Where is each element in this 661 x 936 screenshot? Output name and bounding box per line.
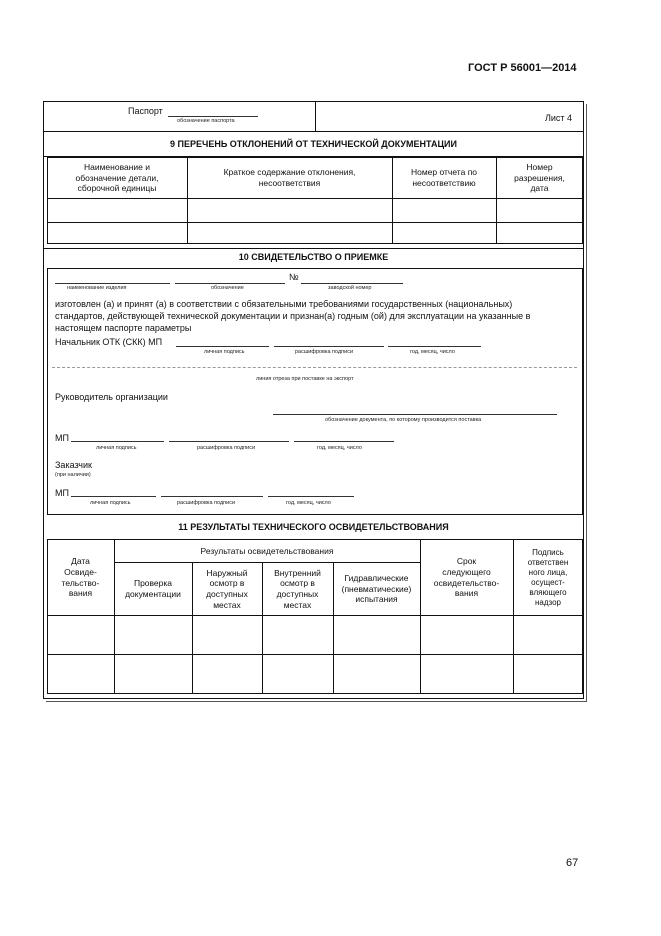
caption-signature: личная подпись: [90, 500, 131, 506]
otk-label: Начальник ОТК (СКК) МП: [55, 337, 163, 347]
customer-note: (при наличии): [55, 472, 91, 478]
caption-signature: личная подпись: [96, 445, 137, 451]
head-signature-line: [71, 441, 164, 442]
column-header-signature: Подпись ответствен ного лица, осущест- вляющего надзор: [527, 547, 569, 607]
section10-title: 10 СВИДЕТЕЛЬСТВО О ПРИЕМКЕ: [238, 252, 389, 262]
head-decoding-line: [169, 441, 289, 442]
document-designation-line: [273, 414, 557, 415]
table-row-divider: [47, 198, 583, 199]
caption-decoding: расшифровка подписи: [177, 500, 236, 506]
customer-label: Заказчик: [55, 460, 92, 470]
caption-designation: обозначение: [211, 285, 244, 291]
caption-date: год, месяц, число: [286, 500, 331, 506]
passport-line: [168, 116, 258, 117]
head-of-organization-label: Руководитель организации: [55, 392, 168, 402]
passport-label: Паспорт: [128, 106, 163, 116]
page-number: 67: [566, 857, 579, 869]
column-header-deviation: Краткое содержание отклонения, несоответствия: [223, 167, 356, 188]
table-row-divider: [47, 654, 583, 655]
standard-designation: ГОСТ Р 56001—2014: [468, 62, 577, 74]
cut-line-caption: линия отреза при поставке на экспорт: [256, 376, 354, 382]
statement-line-1: изготовлен (а) и принят (а) в соответствии с обязательными требованиями государственных (национальных): [55, 299, 513, 309]
column-header-report-number: Номер отчета по несоответствию: [410, 167, 478, 188]
serial-number-line: [301, 283, 403, 284]
number-sign: №: [289, 272, 299, 282]
column-header-next-inspection: Срок следующего освидетельство- вания: [433, 556, 500, 599]
column-header-date: Дата Освиде- тельство- вания: [61, 556, 100, 599]
section10-top-rule: [43, 248, 584, 249]
customer-decoding-line: [161, 496, 263, 497]
column-header-permit: Номер разрешения, дата: [514, 162, 565, 194]
header-divider: [315, 101, 316, 132]
cut-line: [52, 367, 577, 368]
stamp-label: МП: [55, 433, 69, 443]
caption-date: год, месяц, число: [317, 445, 362, 451]
section11-title: 11 РЕЗУЛЬТАТЫ ТЕХНИЧЕСКОГО ОСВИДЕТЕЛЬСТВОВАНИЯ: [178, 522, 449, 532]
header-row: [43, 101, 584, 132]
head-date-line: [294, 441, 394, 442]
column-header-internal-inspection: Внутренний осмотр в доступных местах: [274, 567, 321, 610]
otk-signature-line: [176, 346, 269, 347]
customer-stamp-label: МП: [55, 488, 69, 498]
designation-line: [175, 283, 285, 284]
column-header-doc-check: Проверка документации: [125, 578, 181, 599]
table-row-divider: [47, 615, 583, 616]
column-group-results: Результаты освидетельствования: [200, 545, 334, 556]
statement-line-2: стандартов, действующей технической документации и признан(а) годным (ой) для эксплуатации на указанные в: [55, 311, 531, 321]
column-header-hydraulic-tests: Гидравлические (пневматические) испытания: [341, 573, 412, 605]
customer-date-line: [268, 496, 354, 497]
caption-decoding: расшифровка подписи: [197, 445, 256, 451]
caption-date: год, месяц, число: [410, 349, 455, 355]
table-row-divider: [47, 222, 583, 223]
column-header-part-name: Наименование и обозначение детали, сборочной единицы: [75, 162, 159, 194]
passport-caption: обозначение паспорта: [177, 118, 235, 124]
otk-date-line: [388, 346, 481, 347]
otk-decoding-line: [274, 346, 384, 347]
sheet-label: Лист 4: [545, 113, 573, 123]
caption-decoding: расшифровка подписи: [295, 349, 354, 355]
caption-document-designation: обозначение документа, по которому производится поставка: [325, 417, 482, 423]
caption-serial-number: заводской номер: [328, 285, 372, 291]
statement-line-3: настоящем паспорте параметры: [55, 323, 192, 333]
section9-title: 9 ПЕРЕЧЕНЬ ОТКЛОНЕНИЙ ОТ ТЕХНИЧЕСКОЙ ДОКУМЕНТАЦИИ: [170, 139, 457, 149]
caption-product-name: наименование изделия: [67, 285, 127, 291]
product-name-line: [55, 283, 170, 284]
column-header-external-inspection: Наружный осмотр в доступных местах: [206, 567, 248, 610]
caption-signature: личная подпись: [204, 349, 245, 355]
customer-signature-line: [71, 496, 156, 497]
